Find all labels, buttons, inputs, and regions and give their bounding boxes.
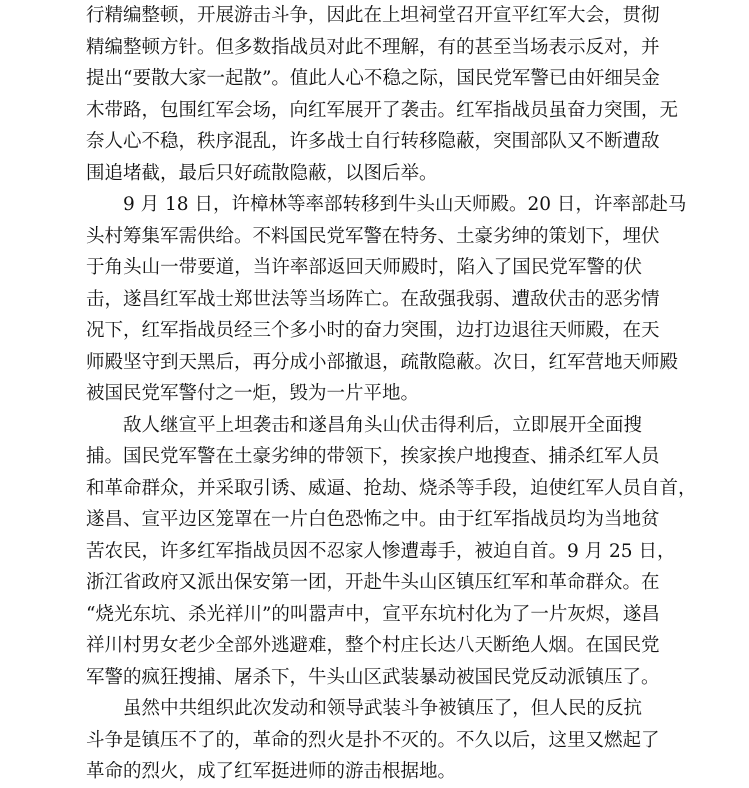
text-line: 木带路，包围红军会场，向红军展开了袭击。红军指战员虽奋力突围，无: [86, 99, 679, 121]
text-line: 遂昌、宣平边区笼罩在一片白色恐怖之中。由于红军指战员均为当地贫: [86, 509, 660, 530]
text-line: 和革命群众，并采取引诱、威逼、抢劫、烧杀等手段，迫使红军人员自首，: [86, 477, 697, 499]
text-line: 奈人心不稳，秩序混乱，许多战士自行转移隐蔽，突围部队又不断遭敌: [86, 131, 660, 152]
text-line: “烧光东坑、杀光祥川”的叫嚣声中，宣平东坑村化为了一片灰烬，遂昌: [86, 603, 660, 625]
paragraph-1: [86, 0, 679, 189]
text-line: 革命的烈火，成了红军挺进师的游击根据地。: [86, 761, 457, 782]
text-line: 虽然中共组织此次发动和领导武装斗争被镇压了，但人民的反抗: [123, 698, 642, 719]
document-page: [86, 0, 697, 788]
text-line: 苦农民，许多红军指战员因不忍家人惨遭毒手，被迫自首。9 月 25 日，: [86, 540, 676, 562]
text-line: 师殿坚守到天黑后，再分成小部撤退，疏散隐蔽。次日，红军营地天师殿: [86, 351, 679, 373]
text-line: 祥川村男女老少全部外逃避难，整个村庄长达八天断绝人烟。在国民党: [86, 635, 660, 656]
paragraph-3: [86, 410, 697, 694]
text-line: 围追堵截，最后只好疏散隐蔽，以图后举。: [86, 162, 438, 184]
text-line: 敌人继宣平上坦袭击和遂昌角头山伏击得利后，立即展开全面搜: [123, 414, 642, 436]
text-line: 捕。国民党军警在土豪劣绅的带领下，挨家挨户地搜查、捕杀红军人员: [86, 446, 660, 467]
text-line: 提出“要散大家一起散”。值此人心不稳之际，国民党军警已由奸细吴金: [86, 68, 660, 89]
text-line: 军警的疯狂搜捕、屠杀下，牛头山区武装暴动被国民党反动派镇压了。: [86, 666, 660, 688]
text-line: 被国民党军警付之一炬，毁为一片平地。: [86, 383, 420, 404]
paragraph-2: [86, 189, 687, 410]
paragraph-4: [86, 693, 660, 788]
text-line: 精编整顿方针。但多数指战员对此不理解，有的甚至当场表示反对，并: [86, 36, 660, 58]
text-line: 况下，红军指战员经三个多小时的奋力突围，边打边退往天师殿，在天: [86, 320, 660, 341]
text-line: 9 月 18 日，许樟林等率部转移到牛头山天师殿。20 日，许率部赴马: [123, 194, 687, 215]
text-line: 头村筹集军需供给。不料国民党军警在特务、土豪劣绅的策划下，埋伏: [86, 225, 660, 247]
text-line: 行精编整顿，开展游击斗争，因此在上坦祠堂召开宣平红军大会，贯彻: [86, 5, 660, 26]
text-line: 击，遂昌红军战士郑世法等当场阵亡。在敌强我弱、遭敌伏击的恶劣情: [86, 288, 660, 310]
text-line: 斗争是镇压不了的，革命的烈火是扑不灭的。不久以后，这里又燃起了: [86, 729, 660, 751]
text-line: 浙江省政府又派出保安第一团，开赴牛头山区镇压红军和革命群众。在: [86, 572, 660, 593]
text-line: 于角头山一带要道，当许率部返回天师殿时，陷入了国民党军警的伏: [86, 257, 642, 278]
